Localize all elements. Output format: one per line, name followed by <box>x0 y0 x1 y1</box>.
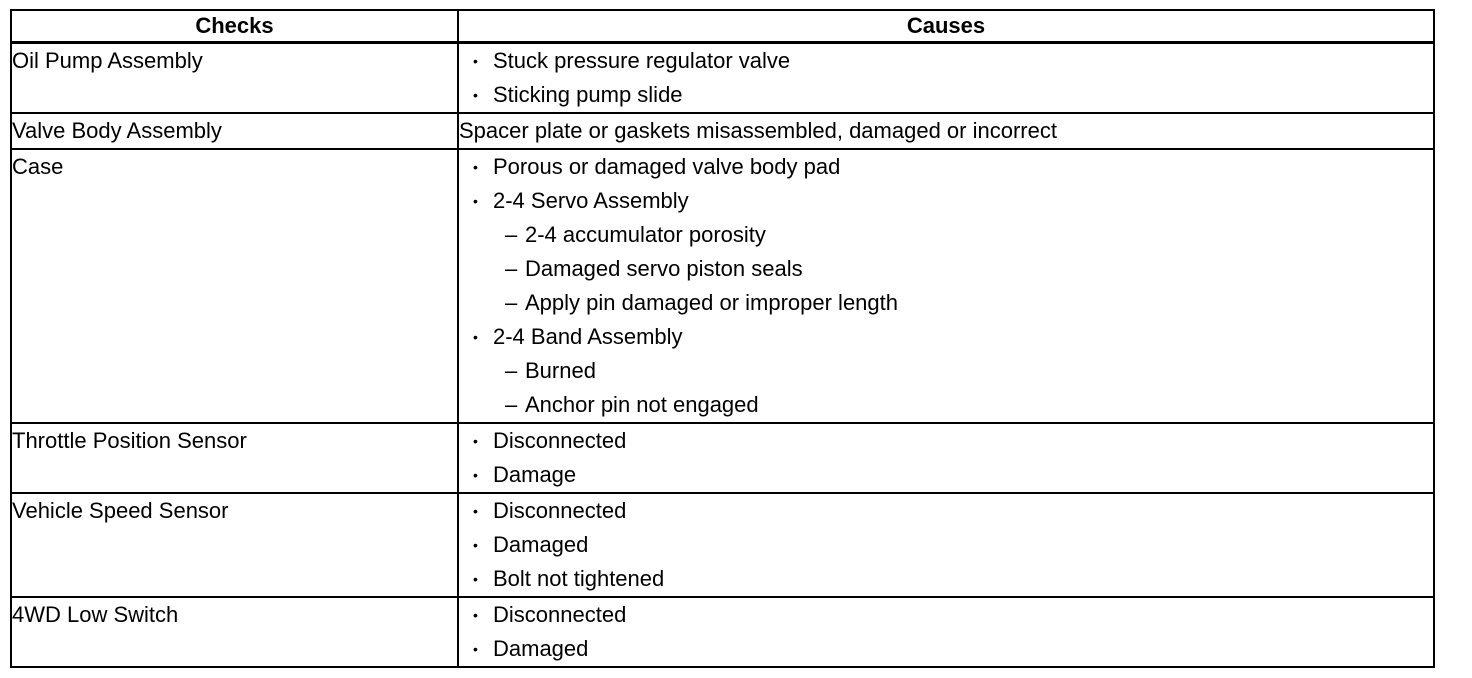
cause-item <box>459 632 1433 666</box>
cause-text: Bolt not tightened <box>493 566 665 591</box>
cause-item <box>459 320 1433 354</box>
sub-cause-item <box>459 388 1433 422</box>
cause-item <box>459 458 1433 492</box>
cause-cell <box>458 43 1434 114</box>
table-header <box>11 10 1434 43</box>
check-cell <box>11 423 458 493</box>
bullet-icon: • <box>473 87 478 103</box>
bullet-icon: • <box>473 503 478 519</box>
sub-cause-text: Damaged servo piston seals <box>525 256 803 281</box>
cause-list <box>459 598 1433 666</box>
cause-text: 2-4 Band Assembly <box>493 324 683 349</box>
cause-item <box>459 424 1433 458</box>
cause-item <box>459 150 1433 184</box>
table-row <box>11 597 1434 667</box>
cause-item <box>459 528 1433 562</box>
cause-item <box>459 184 1433 218</box>
table-body <box>11 43 1434 668</box>
check-label: Case <box>12 154 64 179</box>
dash-icon: – <box>505 358 518 383</box>
cause-list <box>459 494 1433 596</box>
column-header-checks: Checks <box>11 10 458 43</box>
sub-cause-text: 2-4 accumulator porosity <box>525 222 766 247</box>
cause-item <box>459 114 1433 148</box>
cause-text: 2-4 Servo Assembly <box>493 188 689 213</box>
sub-cause-item <box>459 286 1433 320</box>
cause-cell <box>458 597 1434 667</box>
check-cell <box>11 113 458 149</box>
dash-icon: – <box>505 392 518 417</box>
sub-cause-item <box>459 252 1433 286</box>
header-row <box>11 10 1434 43</box>
bullet-icon: • <box>473 193 478 209</box>
sub-cause-text: Burned <box>525 358 596 383</box>
table-row <box>11 493 1434 597</box>
cause-cell <box>458 149 1434 423</box>
check-cell <box>11 43 458 114</box>
cause-text: Porous or damaged valve body pad <box>493 154 841 179</box>
cause-text: Disconnected <box>493 602 627 627</box>
check-label: Oil Pump Assembly <box>12 48 203 73</box>
dash-icon: – <box>505 222 518 247</box>
table-row <box>11 423 1434 493</box>
bullet-icon: • <box>473 329 478 345</box>
bullet-icon: • <box>473 641 478 657</box>
table-row <box>11 43 1434 114</box>
dash-icon: – <box>505 290 518 315</box>
cause-item <box>459 598 1433 632</box>
bullet-icon: • <box>473 571 478 587</box>
check-cell <box>11 149 458 423</box>
bullet-icon: • <box>473 467 478 483</box>
check-label: Throttle Position Sensor <box>12 428 247 453</box>
bullet-icon: • <box>473 53 478 69</box>
cause-text: Disconnected <box>493 498 627 523</box>
cause-text: Stuck pressure regulator valve <box>493 48 791 73</box>
table-row <box>11 149 1434 423</box>
cause-list <box>459 424 1433 492</box>
cause-cell <box>458 493 1434 597</box>
check-label: Valve Body Assembly <box>12 118 222 143</box>
bullet-icon: • <box>473 159 478 175</box>
cause-text: Disconnected <box>493 428 627 453</box>
dash-icon: – <box>505 256 518 281</box>
cause-item <box>459 78 1433 112</box>
cause-item <box>459 494 1433 528</box>
diagnostic-table <box>10 9 1435 668</box>
cause-list <box>459 44 1433 112</box>
sub-cause-item <box>459 218 1433 252</box>
check-cell <box>11 597 458 667</box>
cause-text: Spacer plate or gaskets misassembled, damaged or incorrect <box>459 118 1057 143</box>
table-row <box>11 113 1434 149</box>
cause-cell <box>458 423 1434 493</box>
bullet-icon: • <box>473 607 478 623</box>
bullet-icon: • <box>473 537 478 553</box>
bullet-icon: • <box>473 433 478 449</box>
column-header-causes: Causes <box>458 10 1434 43</box>
sub-cause-item <box>459 354 1433 388</box>
cause-item <box>459 562 1433 596</box>
cause-text: Damaged <box>493 532 589 557</box>
check-label: Vehicle Speed Sensor <box>12 498 229 523</box>
sub-cause-text: Anchor pin not engaged <box>525 392 759 417</box>
diagnostic-table-container <box>10 9 1433 668</box>
check-label: 4WD Low Switch <box>12 602 179 627</box>
cause-list <box>459 150 1433 422</box>
cause-text: Sticking pump slide <box>493 82 683 107</box>
cause-text: Damaged <box>493 636 589 661</box>
cause-item <box>459 44 1433 78</box>
cause-list <box>459 114 1433 148</box>
sub-cause-text: Apply pin damaged or improper length <box>525 290 899 315</box>
cause-text: Damage <box>493 462 577 487</box>
cause-cell <box>458 113 1434 149</box>
check-cell <box>11 493 458 597</box>
